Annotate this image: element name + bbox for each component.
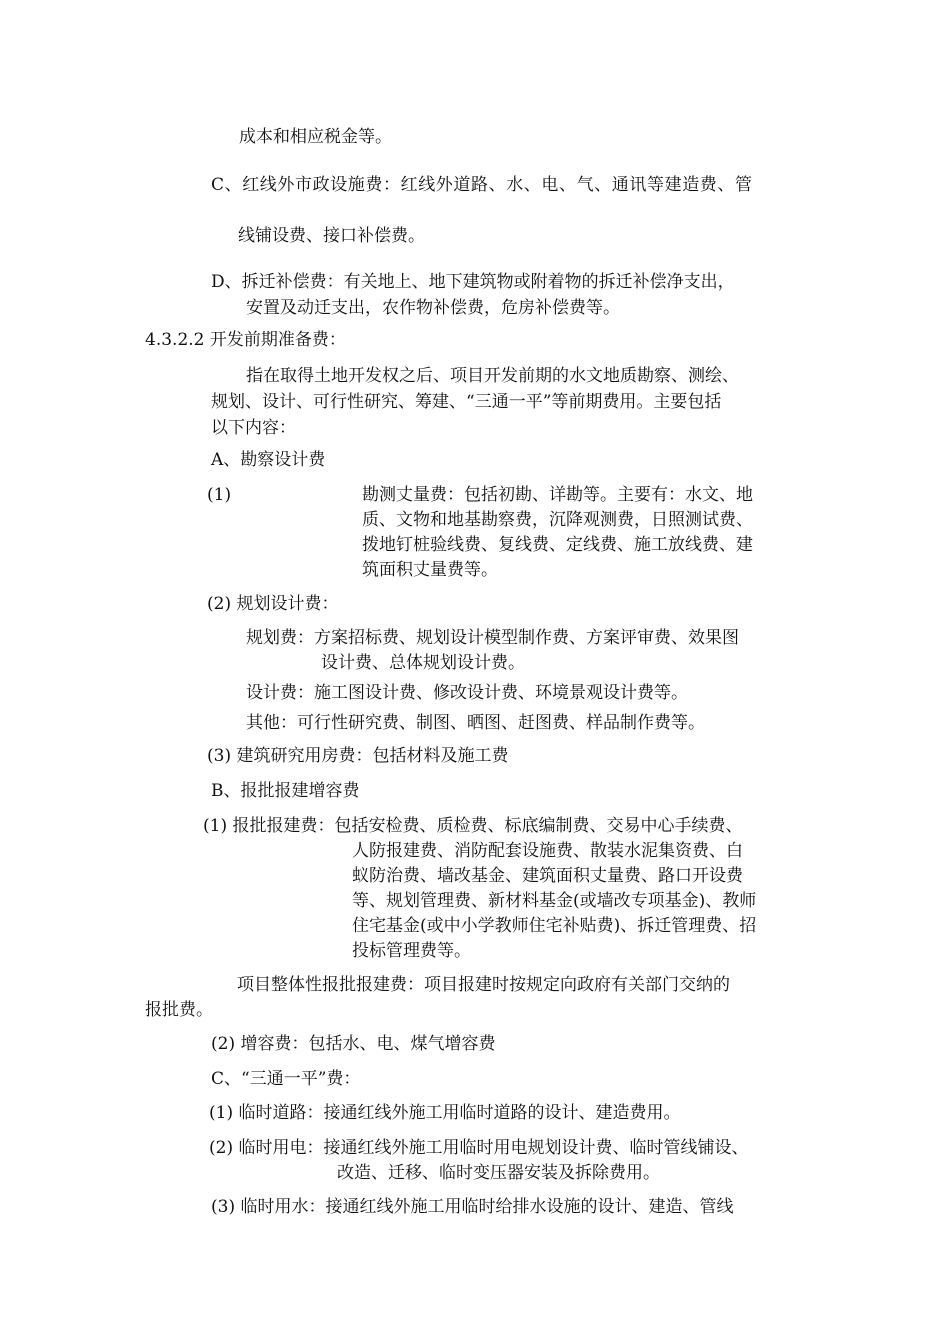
text-line: 等、规划管理费、新材料基金(或墙改专项基金)、教师 [352,891,757,911]
text-line: 规划、设计、可行性研究、筹建、“三通一平”等前期费用。主要包括 [211,392,722,412]
text-line: 蚁防治费、墙改基金、建筑面积丈量费、路口开设费 [352,866,743,886]
item-d-heading: D、拆迁补偿费：有关地上、地下建筑物或附着物的拆迁补偿净支出， [211,272,735,292]
item-c-heading: C、红线外市政设施费：红线外道路、水、电、气、通讯等建造费、管 [211,175,753,195]
list-item-heading: (2) 规划设计费： [207,594,339,614]
list-item-heading: (1) 报批报建费：包括安检费、质检费、标底编制费、交易中心手续费、 [203,816,743,836]
text-line: 住宅基金(或中小学教师住宅补贴费)、拆迁管理费、招 [352,916,757,936]
text-line: 安置及动迁支出，农作物补偿费，危房补偿费等。 [246,298,620,318]
text-line: 以下内容： [211,418,296,438]
text-line: 成本和相应税金等。 [239,127,392,147]
list-item-heading: (2) 临时用电：接通红线外施工用临时用电规划设计费、临时管线铺设、 [209,1138,749,1158]
text-line: 设计费：施工图设计费、修改设计费、环境景观设计费等。 [246,683,688,703]
text-line: 线铺设费、接口补偿费。 [238,226,425,246]
text-line: 其他：可行性研究费、制图、晒图、赶图费、样品制作费等。 [246,713,705,733]
text-line: 筑面积丈量费等。 [362,560,498,580]
text-line: 设计费、总体规划设计费。 [321,653,525,673]
text-line: 勘测丈量费：包括初勘、详勘等。主要有：水文、地 [362,485,753,505]
text-line: 规划费：方案招标费、规划设计模型制作费、方案评审费、效果图 [246,628,739,648]
subsection-heading: C、“三通一平”费： [211,1069,361,1089]
list-item-heading: (2) 增容费：包括水、电、煤气增容费 [211,1034,496,1054]
text-line: 拨地钉桩验线费、复线费、定线费、施工放线费、建 [362,535,753,555]
list-number: (1) [207,485,232,505]
list-item-heading: (1) 临时道路：接通红线外施工用临时道路的设计、建造费用。 [209,1103,681,1123]
text-line: 报批费。 [145,1000,213,1020]
text-line: 指在取得土地开发权之后、项目开发前期的水文地质勘察、测绘、 [246,366,739,386]
text-line: 人防报建费、消防配套设施费、散装水泥集资费、白 [352,841,743,861]
text-line: 项目整体性报批报建费：项目报建时按规定向政府有关部门交纳的 [237,975,730,995]
subsection-heading: B、报批报建增容费 [211,781,360,801]
text-line: 质、文物和地基勘察费，沉降观测费，日照测试费、 [362,510,753,530]
text-line: 投标管理费等。 [352,941,471,961]
subsection-heading: A、勘察设计费 [211,450,326,470]
text-line: 改造、迁移、临时变压器安装及拆除费用。 [337,1163,660,1183]
section-heading: 4.3.2.2 开发前期准备费： [145,330,346,350]
list-item-heading: (3) 建筑研究用房费：包括材料及施工费 [207,746,509,766]
list-item-heading: (3) 临时用水：接通红线外施工用临时给排水设施的设计、建造、管线 [211,1197,734,1217]
